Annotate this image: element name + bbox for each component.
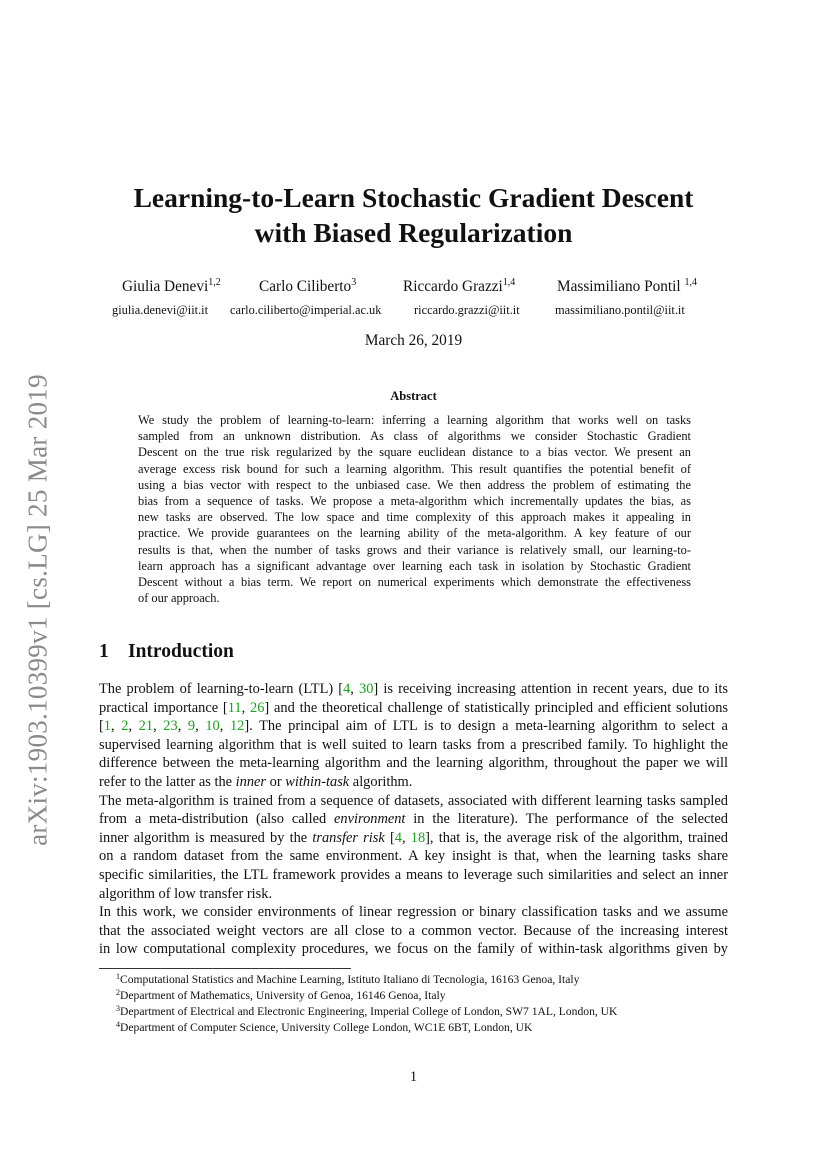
author-email[interactable]: massimiliano.pontil@iit.it	[555, 303, 685, 317]
abstract-body	[138, 412, 691, 606]
author-email[interactable]: riccardo.grazzi@iit.it	[414, 303, 520, 317]
abstract-line: new tasks are observed. The low space and time complexity of this approach makes it appealing in	[138, 510, 691, 525]
citation-link[interactable]: 26	[250, 699, 265, 716]
citation-link[interactable]: 12	[229, 718, 245, 735]
page-number: 1	[409, 1069, 418, 1085]
intro-line: difference between the meta-learning algorithm and the learning algorithm, throughout the paper we will	[99, 755, 728, 772]
footnote: $^4$Department of Computer Science, University College London, WC1E 6BT, London, UK	[116, 1020, 533, 1034]
footnotes	[116, 972, 617, 1036]
abstract-line: average excess risk bound for such a learning algorithm. This result quantifies the potential benefit of	[138, 461, 691, 476]
intro-line: algorithm of low transfer risk.	[99, 885, 273, 902]
author-email[interactable]: carlo.ciliberto@imperial.ac.uk	[230, 303, 382, 317]
footnote-divider	[99, 968, 351, 969]
arxiv-identifier-stamp: arXiv:1903.10399v1 [cs.LG] 25 Mar 2019	[22, 374, 53, 846]
footnote: $^2$Department of Mathematics, University of Genoa, 16146 Genoa, Italy	[116, 988, 446, 1002]
citation-link[interactable]: 4	[343, 681, 351, 697]
abstract-heading: Abstract	[390, 389, 437, 403]
citation-link[interactable]: 30	[359, 681, 374, 697]
intro-line: on a random dataset from the same environment. A key insight is that, when the learning tasks share	[99, 848, 728, 865]
citation-link[interactable]: 4	[394, 829, 402, 846]
paper-title	[60, 180, 767, 250]
footnote: $^3$Department of Electrical and Electronic Engineering, Imperial College of London, SW7 1AL, London, UK	[116, 1004, 618, 1018]
intro-line: from a meta-distribution (also called environment in the literature). The performance of the selected	[99, 811, 729, 828]
citation-link[interactable]: 11	[227, 699, 242, 716]
footnote: $^1$Computational Statistics and Machine Learning, Istituto Italiano di Tecnologia, 16163 Genoa, Italy	[116, 972, 580, 986]
section-title: Introduction	[128, 641, 234, 662]
intro-line: The problem of learning-to-learn (LTL) [4, 30] is receiving increasing attention in recent years, due to its	[99, 681, 729, 697]
abstract-line: of our approach.	[138, 591, 220, 606]
intro-line: refer to the latter as the inner or within-task algorithm.	[99, 773, 413, 790]
citation-link[interactable]: 10	[205, 718, 220, 735]
author-carlo-ciliberto: Carlo Ciliberto$^3$	[259, 277, 357, 295]
abstract-line: results is that, when the number of tasks grows and their variance is relatively small, our learning-to-	[138, 542, 691, 557]
citation-link[interactable]: 23	[163, 718, 178, 735]
title-line-2: with Biased Regularization	[254, 217, 573, 248]
author-email[interactable]: giulia.denevi@iit.it	[112, 303, 209, 317]
section-heading-introduction	[99, 641, 234, 663]
intro-line: that the associated weight vectors are all close to a common vector. Because of the increasing interest	[99, 922, 728, 939]
intro-line: in low computational complexity procedures, we focus on the family of within-task algorithms given by	[99, 941, 728, 958]
intro-line: specific similarities, the LTL framework provides a means to leverage such similarities and select an inner	[99, 866, 728, 883]
author-riccardo-grazzi: Riccardo Grazzi$^{1,4}$	[403, 277, 516, 295]
introduction-body	[99, 680, 728, 959]
abstract-line: practice. We provide guarantees on the learning ability of the meta-algorithm. A key feature of our	[138, 526, 691, 541]
citation-link[interactable]: 2	[121, 718, 129, 735]
abstract-line: Descent without a bias term. We report on numerical experiments which demonstrate the effectiveness	[138, 575, 691, 590]
abstract-line: learn approach has a significant advantage over learning each task in isolation by Stochastic Gradient	[138, 558, 691, 573]
publication-date: March 26, 2019	[364, 332, 463, 349]
citation-link[interactable]: 9	[187, 718, 196, 735]
abstract-line: Descent on the true risk regularized by the square euclidean distance to a bias vector. We present an	[138, 445, 691, 460]
intro-line: In this work, we consider environments of linear regression or binary classification tasks and we assume	[99, 904, 728, 921]
abstract-line: using a bias vector with respect to the unbiased case. We then address the problem of estimating the	[138, 477, 691, 492]
author-massimiliano-pontil: Massimiliano Pontil $^{1,4}$	[557, 277, 697, 295]
citation-link[interactable]: 18	[410, 829, 426, 846]
section-number: 1	[99, 641, 109, 662]
abstract-line: sampled from an unknown distribution. As class of algorithms we consider Stochastic Gradient	[138, 429, 691, 444]
intro-line: inner algorithm is measured by the transfer risk [4, 18], that is, the average risk of the algorithm, trained	[99, 829, 729, 846]
intro-line: supervised learning algorithm that is well suited to learn tasks from a prescribed family. To highlight the	[99, 736, 728, 753]
citation-link[interactable]: 1	[103, 718, 111, 735]
abstract-line: bias from a sequence of tasks. We propose a meta-algorithm which incrementally updates the bias, as	[138, 494, 691, 509]
abstract-line: We study the problem of learning-to-learn: inferring a learning algorithm that works well on tasks	[138, 413, 691, 427]
intro-line: The meta-algorithm is trained from a sequence of datasets, associated with different learning tasks sampled	[99, 792, 728, 809]
intro-line: [1, 2, 21, 23, 9, 10, 12]. The principal aim of LTL is to design a meta-learning algorithm to select a	[99, 718, 728, 735]
citation-link[interactable]: 21	[138, 718, 154, 735]
title-line-1: Learning-to-Learn Stochastic Gradient Descent	[133, 182, 694, 213]
author-giulia-denevi: Giulia Denevi$^{1,2}$	[122, 277, 221, 295]
intro-line: practical importance [11, 26] and the theoretical challenge of statistically principled and efficient solutions	[99, 699, 729, 716]
